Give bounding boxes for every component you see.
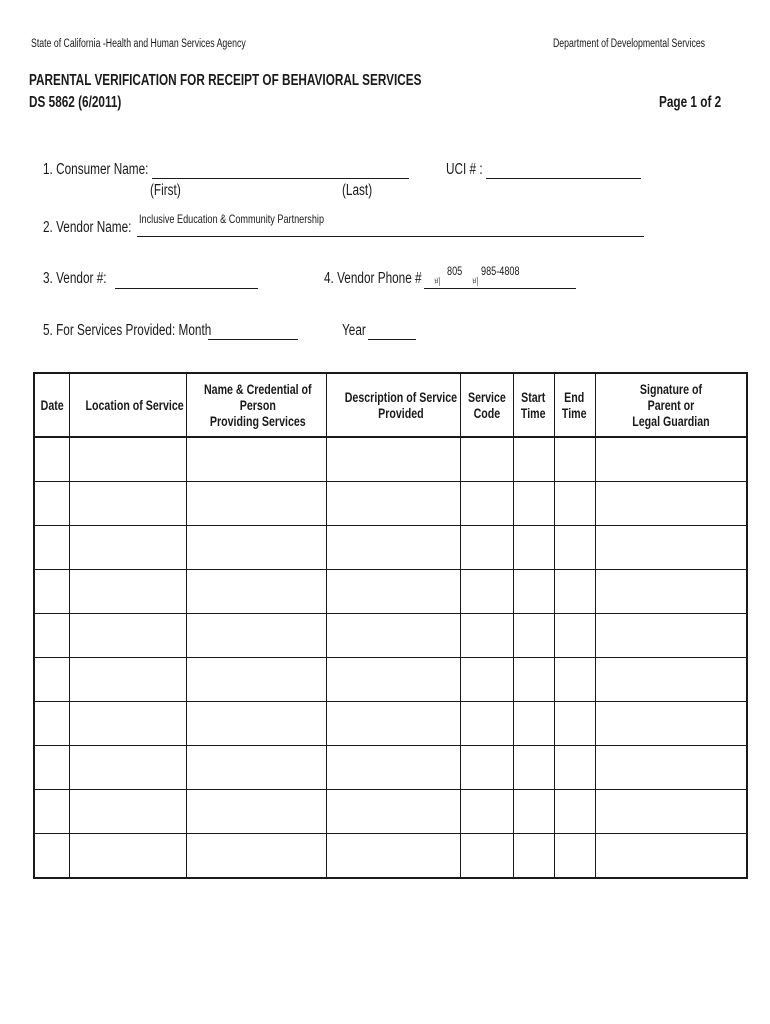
cell-name-credential[interactable] — [186, 526, 326, 570]
cell-service-code[interactable] — [460, 437, 513, 482]
vendor-phone-number: 985-4808 — [481, 264, 520, 278]
cell-location[interactable] — [69, 614, 186, 658]
table-row — [34, 614, 747, 658]
cell-description[interactable] — [326, 658, 460, 702]
uci-label: UCI # : — [446, 161, 483, 178]
cell-start-time[interactable] — [513, 482, 554, 526]
cell-end-time[interactable] — [554, 834, 595, 879]
cell-date[interactable] — [34, 526, 69, 570]
table-row — [34, 482, 747, 526]
vendor-name-label: 2. Vendor Name: — [43, 219, 132, 236]
cell-start-time[interactable] — [513, 746, 554, 790]
cell-description[interactable] — [326, 570, 460, 614]
table-row — [34, 702, 747, 746]
cell-end-time[interactable] — [554, 482, 595, 526]
cell-signature[interactable] — [595, 570, 747, 614]
cell-service-code[interactable] — [460, 614, 513, 658]
cell-date[interactable] — [34, 658, 69, 702]
cell-name-credential[interactable] — [186, 614, 326, 658]
vendor-phone-area: 805 — [447, 264, 463, 278]
services-year-label: Year — [342, 322, 366, 339]
cell-end-time[interactable] — [554, 702, 595, 746]
cell-date[interactable] — [34, 570, 69, 614]
cell-description[interactable] — [326, 526, 460, 570]
cell-end-time[interactable] — [554, 614, 595, 658]
cell-name-credential[interactable] — [186, 702, 326, 746]
cell-signature[interactable] — [595, 526, 747, 570]
services-month-label: 5. For Services Provided: Month — [43, 322, 212, 339]
cell-description[interactable] — [326, 746, 460, 790]
vendor-phone-field[interactable] — [424, 288, 576, 289]
cell-date[interactable] — [34, 746, 69, 790]
cell-location[interactable] — [69, 702, 186, 746]
cell-date[interactable] — [34, 790, 69, 834]
table-row — [34, 746, 747, 790]
table-row — [34, 437, 747, 482]
phone-glyph-2: 비 — [472, 277, 479, 287]
cell-service-code[interactable] — [460, 746, 513, 790]
col-header-location: Location of Service — [69, 373, 186, 437]
cell-service-code[interactable] — [460, 482, 513, 526]
cell-service-code[interactable] — [460, 526, 513, 570]
page-number: Page 1 of 2 — [659, 94, 722, 111]
cell-start-time[interactable] — [513, 702, 554, 746]
cell-signature[interactable] — [595, 746, 747, 790]
cell-description[interactable] — [326, 702, 460, 746]
cell-service-code[interactable] — [460, 702, 513, 746]
services-year-field[interactable] — [368, 339, 416, 340]
table-row — [34, 834, 747, 879]
table-header-row — [34, 373, 747, 437]
cell-service-code[interactable] — [460, 658, 513, 702]
table-row — [34, 790, 747, 834]
uci-field[interactable] — [486, 178, 641, 179]
vendor-number-field[interactable] — [115, 288, 258, 289]
service-log-table — [33, 372, 748, 879]
col-header-description: Description of Service Provided — [326, 373, 460, 437]
cell-end-time[interactable] — [554, 526, 595, 570]
cell-end-time[interactable] — [554, 658, 595, 702]
cell-start-time[interactable] — [513, 570, 554, 614]
cell-location[interactable] — [69, 570, 186, 614]
col-header-name-credential: Name & Credential of Person Providing Services — [186, 373, 326, 437]
cell-date[interactable] — [34, 437, 69, 482]
cell-location[interactable] — [69, 658, 186, 702]
cell-name-credential[interactable] — [186, 790, 326, 834]
cell-location[interactable] — [69, 482, 186, 526]
cell-signature[interactable] — [595, 834, 747, 879]
cell-description[interactable] — [326, 790, 460, 834]
cell-name-credential[interactable] — [186, 482, 326, 526]
col-header-signature: Signature of Parent or Legal Guardian — [595, 373, 747, 437]
agency-header: State of California -Health and Human Services Agency — [31, 38, 246, 50]
vendor-name-field[interactable] — [137, 236, 644, 237]
cell-service-code[interactable] — [460, 790, 513, 834]
vendor-number-label: 3. Vendor #: — [43, 270, 107, 287]
cell-description[interactable] — [326, 482, 460, 526]
cell-end-time[interactable] — [554, 570, 595, 614]
consumer-name-label: 1. Consumer Name: — [43, 161, 149, 178]
cell-location[interactable] — [69, 746, 186, 790]
cell-location[interactable] — [69, 790, 186, 834]
table-row — [34, 570, 747, 614]
cell-signature[interactable] — [595, 702, 747, 746]
cell-start-time[interactable] — [513, 437, 554, 482]
col-header-date: Date — [34, 373, 69, 437]
cell-description[interactable] — [326, 834, 460, 879]
cell-date[interactable] — [34, 482, 69, 526]
cell-location[interactable] — [69, 834, 186, 879]
vendor-name-value: Inclusive Education & Community Partnership — [139, 212, 325, 226]
cell-signature[interactable] — [595, 790, 747, 834]
form-title: PARENTAL VERIFICATION FOR RECEIPT OF BEHAVIORAL SERVICES — [29, 72, 422, 89]
cell-start-time[interactable] — [513, 834, 554, 879]
cell-description[interactable] — [326, 614, 460, 658]
col-header-start-time: Start Time — [513, 373, 554, 437]
phone-glyph-1: 비 — [434, 277, 441, 287]
cell-service-code[interactable] — [460, 834, 513, 879]
cell-start-time[interactable] — [513, 526, 554, 570]
cell-end-time[interactable] — [554, 437, 595, 482]
cell-signature[interactable] — [595, 614, 747, 658]
cell-service-code[interactable] — [460, 570, 513, 614]
cell-name-credential[interactable] — [186, 570, 326, 614]
last-name-sublabel: (Last) — [342, 182, 373, 199]
cell-start-time[interactable] — [513, 614, 554, 658]
cell-date[interactable] — [34, 702, 69, 746]
consumer-name-field[interactable] — [152, 178, 409, 179]
cell-name-credential[interactable] — [186, 437, 326, 482]
col-header-service-code: Service Code — [460, 373, 513, 437]
cell-description[interactable] — [326, 437, 460, 482]
cell-start-time[interactable] — [513, 790, 554, 834]
cell-signature[interactable] — [595, 437, 747, 482]
table-row — [34, 658, 747, 702]
services-month-field[interactable] — [208, 339, 298, 340]
vendor-phone-label: 4. Vendor Phone # — [324, 270, 422, 287]
cell-end-time[interactable] — [554, 746, 595, 790]
cell-start-time[interactable] — [513, 658, 554, 702]
cell-location[interactable] — [69, 437, 186, 482]
cell-name-credential[interactable] — [186, 746, 326, 790]
cell-location[interactable] — [69, 526, 186, 570]
table-body — [34, 437, 747, 878]
cell-signature[interactable] — [595, 482, 747, 526]
cell-date[interactable] — [34, 614, 69, 658]
department-header: Department of Developmental Services — [553, 38, 706, 50]
cell-signature[interactable] — [595, 658, 747, 702]
table-row — [34, 526, 747, 570]
cell-name-credential[interactable] — [186, 658, 326, 702]
col-header-end-time: End Time — [554, 373, 595, 437]
form-number: DS 5862 (6/2011) — [29, 94, 122, 111]
cell-end-time[interactable] — [554, 790, 595, 834]
cell-date[interactable] — [34, 834, 69, 879]
first-name-sublabel: (First) — [150, 182, 181, 199]
cell-name-credential[interactable] — [186, 834, 326, 879]
